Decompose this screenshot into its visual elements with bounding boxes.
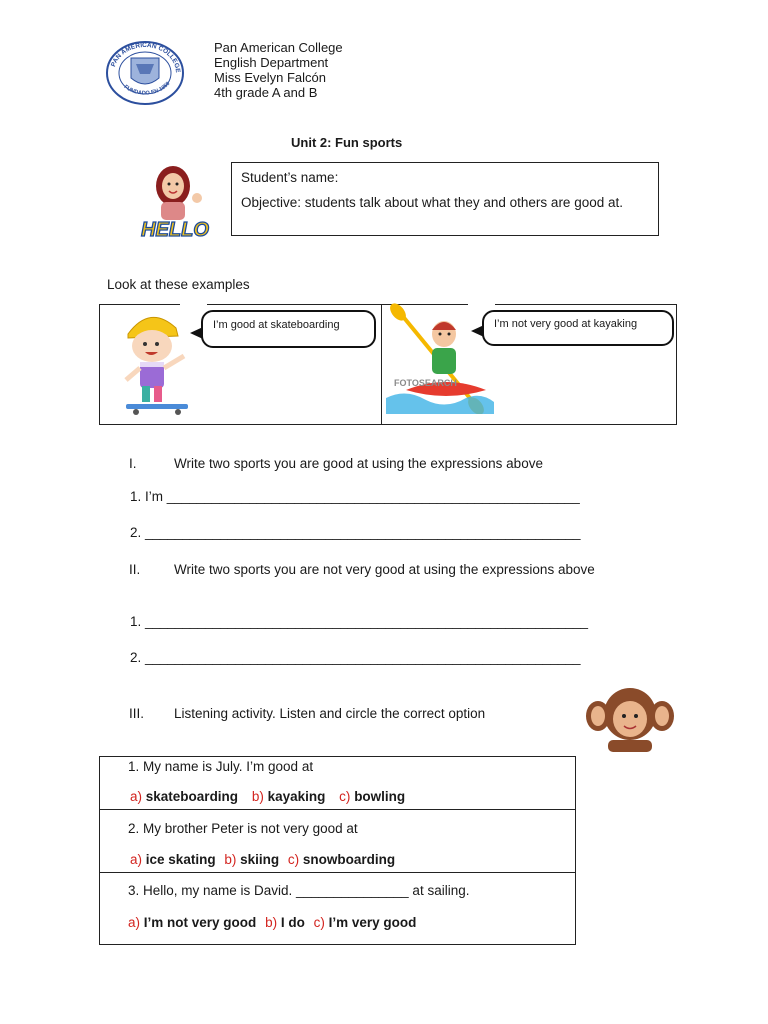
option-2b[interactable]: b) skiing bbox=[224, 852, 280, 867]
question-1-options bbox=[130, 789, 415, 804]
unit-title: Unit 2: Fun sports bbox=[291, 135, 403, 150]
answer-line-1-1[interactable]: 1. I’m _______________________________________________________ bbox=[130, 489, 580, 504]
table-row bbox=[100, 757, 575, 810]
examples-label: Look at these examples bbox=[107, 277, 250, 292]
header-info bbox=[214, 40, 343, 100]
kayaking-boy-illustration bbox=[386, 302, 494, 414]
option-1b[interactable]: b) kayaking bbox=[251, 789, 326, 804]
option-3a[interactable]: a) I’m not very good bbox=[128, 915, 257, 930]
objective-text: Objective: students talk about what they and others are good at. bbox=[241, 195, 623, 210]
question-2-options bbox=[130, 852, 405, 867]
listening-table bbox=[99, 756, 576, 945]
teacher-name: Miss Evelyn Falcón bbox=[214, 70, 326, 85]
logo-text-top: PAN AMERICAN COLLEGE bbox=[110, 41, 182, 74]
student-name-label: Student’s name: bbox=[241, 170, 339, 185]
option-1a[interactable]: a) skateboarding bbox=[130, 789, 239, 804]
examples-divider bbox=[381, 304, 382, 425]
skateboarding-girl-illustration bbox=[118, 306, 198, 420]
department-name: English Department bbox=[214, 55, 329, 70]
section-2-numeral: II. bbox=[129, 562, 141, 577]
school-name: Pan American College bbox=[214, 40, 343, 55]
hello-text: HELLO bbox=[141, 219, 209, 241]
school-logo bbox=[104, 40, 186, 106]
speech-bubble-skateboarding: I’m good at skateboarding bbox=[201, 310, 376, 348]
grade-label: 4th grade A and B bbox=[214, 85, 318, 100]
speech-bubble-kayaking: I’m not very good at kayaking bbox=[482, 310, 674, 346]
question-3-options bbox=[128, 915, 426, 930]
option-2a[interactable]: a) ice skating bbox=[130, 852, 216, 867]
section-3-instruction: Listening activity. Listen and circle the correct option bbox=[174, 706, 486, 721]
section-3-numeral: III. bbox=[129, 706, 145, 721]
question-2: 2. My brother Peter is not very good at bbox=[128, 821, 358, 836]
student-info-box bbox=[231, 162, 659, 236]
section-2-instruction: Write two sports you are not very good at using the expressions above bbox=[174, 562, 595, 577]
answer-line-1-2[interactable]: 2. __________________________________________________________ bbox=[130, 525, 581, 540]
watermark-text: FOTOSEARCH bbox=[394, 378, 457, 388]
answer-line-2-2[interactable]: 2. __________________________________________________________ bbox=[130, 650, 581, 665]
question-3: 3. Hello, my name is David. _______________ at sailing. bbox=[128, 883, 470, 898]
table-row bbox=[100, 810, 575, 873]
answer-line-2-1[interactable]: 1. ___________________________________________________________ bbox=[130, 614, 588, 629]
question-1: 1. My name is July. I’m good at bbox=[128, 759, 314, 774]
option-3b[interactable]: b) I do bbox=[265, 915, 305, 930]
section-1-instruction: Write two sports you are good at using the expressions above bbox=[174, 456, 543, 471]
option-1c[interactable]: c) bowling bbox=[339, 789, 406, 804]
option-3c[interactable]: c) I’m very good bbox=[313, 915, 417, 930]
monkey-covering-ears-illustration bbox=[584, 686, 676, 752]
hello-girl-illustration bbox=[135, 162, 215, 242]
option-2c[interactable]: c) snowboarding bbox=[287, 852, 396, 867]
table-row bbox=[100, 873, 575, 945]
logo-text-bottom: FUNDADO EN 1950 bbox=[122, 80, 172, 97]
section-1-numeral: I. bbox=[129, 456, 137, 471]
